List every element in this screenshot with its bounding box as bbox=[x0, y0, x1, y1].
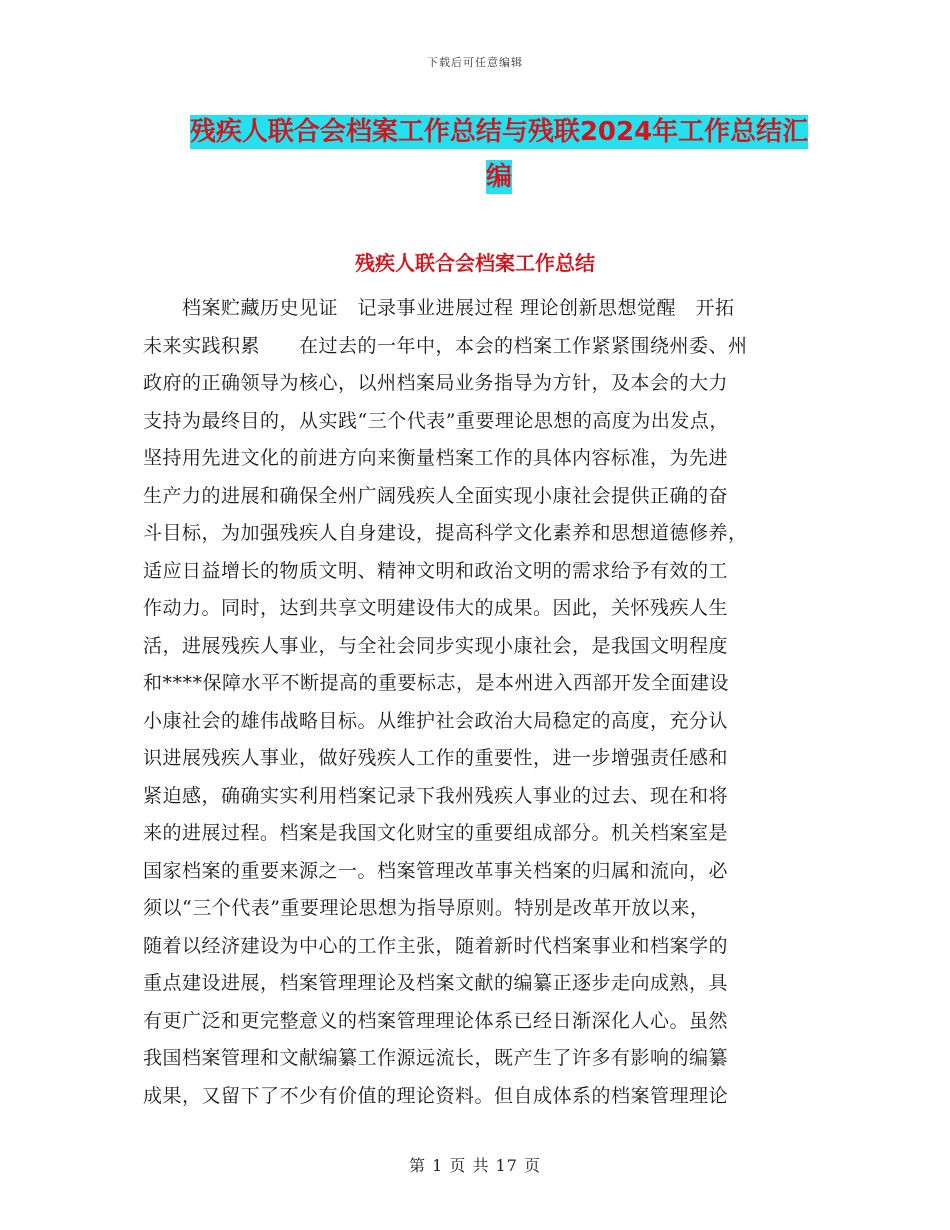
body-line: 成果，又留下了不少有价值的理论资料。但自成体系的档案管理理论 bbox=[143, 1084, 729, 1107]
body-line: 活，进展残疾人事业，与全社会同步实现小康社会，是我国文明程度 bbox=[143, 634, 729, 657]
section-title: 残疾人联合会档案工作总结 bbox=[355, 251, 595, 275]
document-title-line-1: 残疾人联合会档案工作总结与残联2024年工作总结汇 bbox=[189, 117, 809, 147]
body-line: 政府的正确领导为核心，以州档案局业务指导为方针，及本会的大力 bbox=[143, 372, 729, 394]
document-title bbox=[188, 110, 810, 200]
body-line: 作动力。同时，达到共享文明建设伟大的成果。因此，关怀残疾人生 bbox=[143, 597, 729, 619]
body-line: 紧迫感，确确实实利用档案记录下我州残疾人事业的过去、现在和将 bbox=[143, 784, 729, 807]
body-line: 我国档案管理和文献编纂工作源远流长，既产生了许多有影响的编纂 bbox=[143, 1047, 729, 1069]
body-line: 重点建设进展，档案管理理论及档案文献的编纂正逐步走向成熟，具 bbox=[143, 972, 729, 994]
body-line: 识进展残疾人事业，做好残疾人工作的重要性，进一步增强责任感和 bbox=[143, 747, 729, 769]
body-line: 国家档案的重要来源之一。档案管理改革事关档案的归属和流向，必 bbox=[143, 859, 729, 882]
body-line: 须以“三个代表”重要理论思想为指导原则。特别是改革开放以来， bbox=[143, 897, 710, 919]
body-text bbox=[143, 290, 807, 1115]
body-line: 支持为最终目的，从实践“三个代表”重要理论思想的高度为出发点， bbox=[143, 409, 729, 432]
body-line: 坚持用先进文化的前进方向来衡量档案工作的具体内容标准，为先进 bbox=[143, 447, 729, 469]
body-line: 适应日益增长的物质文明、精神文明和政治文明的需求给予有效的工 bbox=[143, 559, 729, 582]
document-title-line-2: 编 bbox=[485, 162, 512, 192]
body-line: 小康社会的雄伟战略目标。从维护社会政治大局稳定的高度，充分认 bbox=[143, 709, 729, 732]
body-line: 随着以经济建设为中心的工作主张，随着新时代档案事业和档案学的 bbox=[143, 934, 729, 957]
body-line: 生产力的进展和确保全州广阔残疾人全面实现小康社会提供正确的奋 bbox=[143, 484, 729, 507]
body-line: 未来实践积累 在过去的一年中，本会的档案工作紧紧围绕州委、州 bbox=[143, 334, 748, 357]
body-line: 有更广泛和更完整意义的档案管理理论体系已经日渐深化人心。虽然 bbox=[143, 1009, 729, 1032]
body-line: 斗目标，为加强残疾人自身建设，提高科学文化素养和思想道德修养， bbox=[143, 522, 748, 544]
header-note: 下载后可任意编辑 bbox=[427, 56, 523, 69]
body-line: 和****保障水平不断提高的重要标志，是本州进入西部开发全面建设 bbox=[143, 672, 730, 694]
body-line: 来的进展过程。档案是我国文化财宝的重要组成部分。机关档案室是 bbox=[143, 822, 729, 844]
page-footer: 第 1 页 共 17 页 bbox=[409, 1156, 541, 1175]
body-line: 档案贮藏历史见证 记录事业进展过程 理论创新思想觉醒 开拓 bbox=[143, 297, 735, 319]
